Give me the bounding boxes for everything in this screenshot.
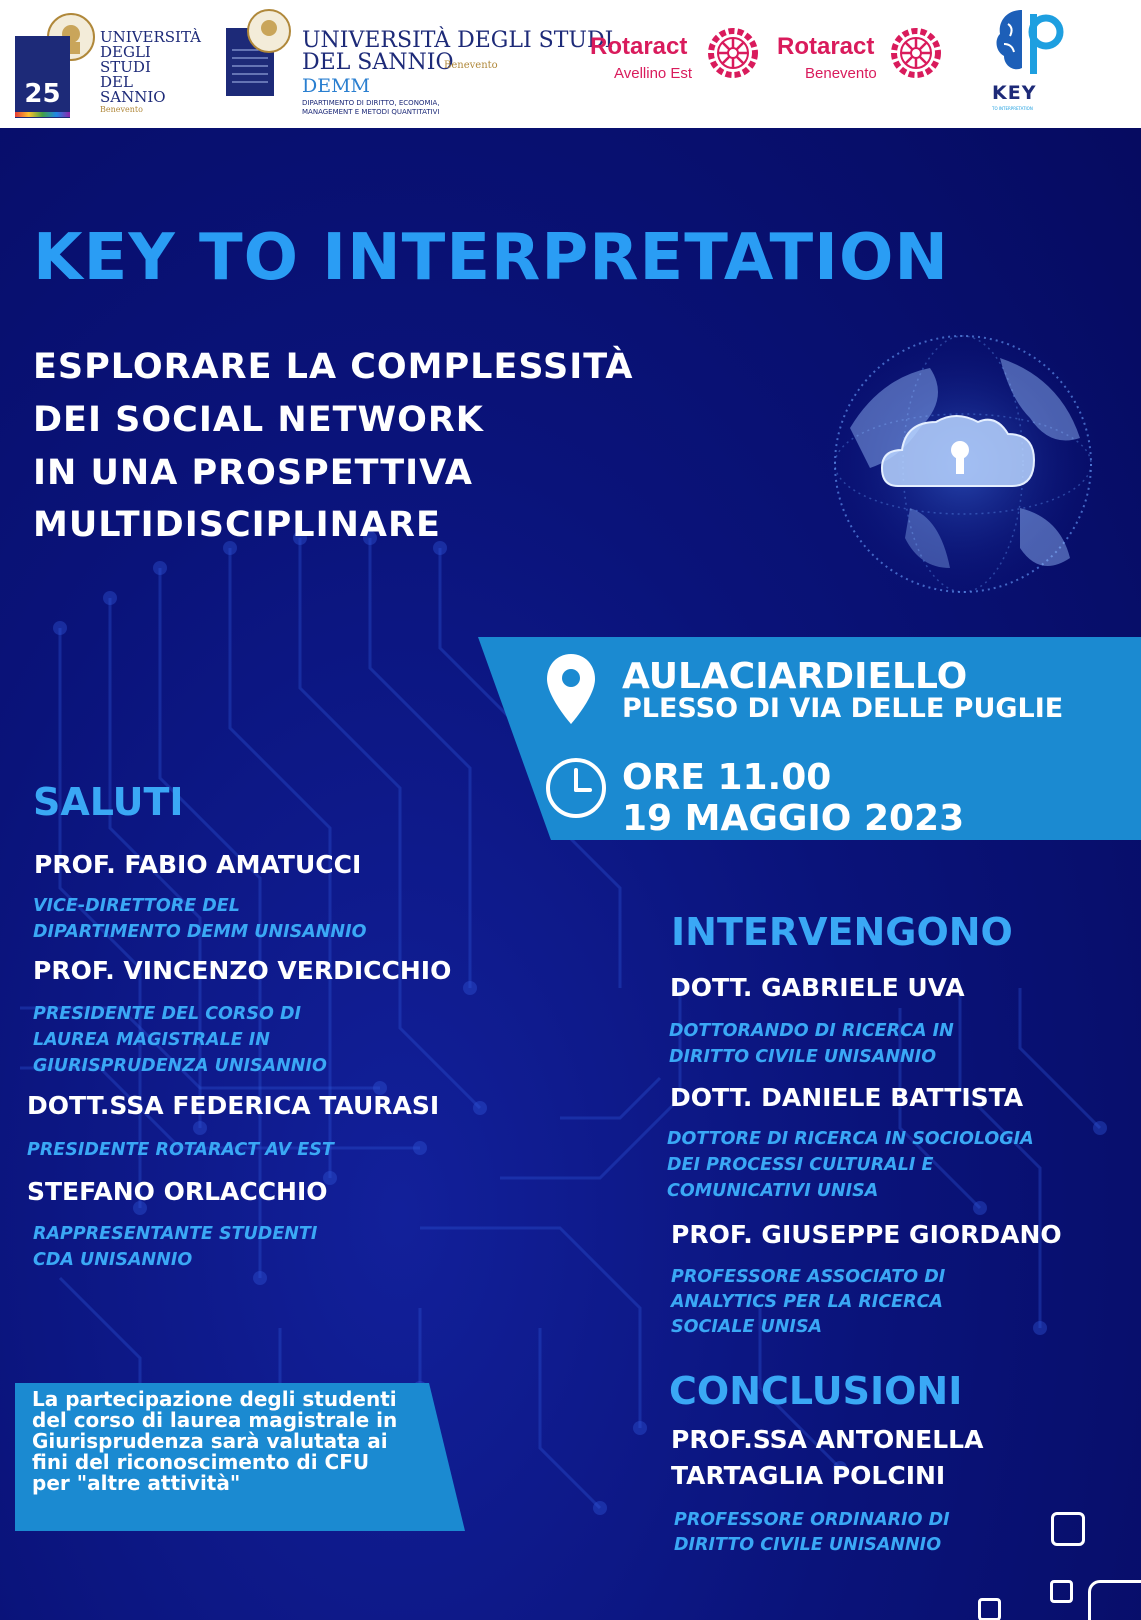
speaker-role-line: CDA UNISANNIO bbox=[33, 1250, 193, 1270]
speaker-role-line: LAUREA MAGISTRALE IN bbox=[33, 1030, 270, 1050]
speaker-role-line: DOTTORANDO DI RICERCA IN bbox=[669, 1021, 954, 1041]
saluti-heading: SALUTI bbox=[33, 780, 184, 824]
rotaract-name: Rotaract bbox=[590, 33, 688, 60]
speaker-role-line: PROFESSORE ASSOCIATO DI bbox=[671, 1267, 946, 1287]
note-line: del corso di laurea magistrale in bbox=[32, 1408, 398, 1432]
rotaract-city: Benevento bbox=[805, 65, 877, 82]
speaker-name: DOTT. GABRIELE UVA bbox=[670, 973, 965, 1002]
event-date: 19 MAGGIO 2023 bbox=[622, 798, 965, 839]
speaker-role-line: PRESIDENTE ROTARACT AV EST bbox=[27, 1140, 334, 1160]
rotaract-benevento-logo bbox=[777, 24, 947, 86]
unisannio-name-line: DEL bbox=[100, 73, 133, 91]
rotaract-avellino-logo bbox=[590, 24, 760, 86]
speaker-name: PROF. FABIO AMATUCCI bbox=[34, 850, 362, 879]
rotaract-city: Avellino Est bbox=[614, 65, 693, 82]
rainbow-stripe bbox=[15, 112, 70, 117]
speaker-role-line: DOTTORE DI RICERCA IN SOCIOLOGIA bbox=[667, 1129, 1034, 1149]
unisannio-name-line: DEGLI STUDI bbox=[100, 43, 151, 76]
speaker-name: DOTT. DANIELE BATTISTA bbox=[670, 1083, 1024, 1112]
note-line: per "altre attività" bbox=[32, 1471, 241, 1495]
key-subtext: TO INTERPRETATION bbox=[992, 106, 1033, 111]
subtitle-line: ESPLORARE LA COMPLESSITÀ bbox=[33, 347, 634, 387]
speaker-name-line: PROF.SSA ANTONELLA bbox=[671, 1425, 984, 1454]
key-to-interpretation-logo bbox=[988, 4, 1078, 122]
speaker-name: DOTT.SSA FEDERICA TAURASI bbox=[27, 1091, 440, 1120]
event-title: KEY TO INTERPRETATION bbox=[33, 221, 949, 295]
subtitle-line: MULTIDISCIPLINARE bbox=[33, 505, 441, 545]
unisannio-wordmark bbox=[100, 30, 201, 114]
speaker-name: STEFANO ORLACCHIO bbox=[27, 1177, 328, 1206]
intervengono-heading: INTERVENGONO bbox=[671, 910, 1013, 954]
subtitle-line: DEI SOCIAL NETWORK bbox=[33, 400, 484, 440]
clock-icon bbox=[544, 756, 608, 820]
globe-cloud-lock-icon bbox=[820, 318, 1106, 610]
key-text: KEY bbox=[992, 82, 1037, 104]
anniversary-badge bbox=[15, 36, 70, 118]
demm-title-line: UNIVERSITÀ DEGLI STUDI bbox=[302, 28, 614, 53]
unisannio-logo bbox=[15, 12, 200, 112]
speaker-role-line: GIURISPRUDENZA UNISANNIO bbox=[33, 1056, 327, 1076]
speaker-name: PROF. VINCENZO VERDICCHIO bbox=[33, 956, 452, 985]
event-time: ORE 11.00 bbox=[622, 757, 832, 798]
demm-logo bbox=[226, 8, 614, 120]
brain-key-icon bbox=[992, 4, 1072, 84]
subtitle-line: IN UNA PROSPETTIVA bbox=[33, 453, 473, 493]
speaker-name-line: TARTAGLIA POLCINI bbox=[671, 1461, 946, 1490]
cfu-note-text bbox=[32, 1389, 397, 1494]
decorative-square bbox=[1050, 1580, 1073, 1603]
rotary-wheel-icon bbox=[889, 26, 943, 80]
decorative-square bbox=[1051, 1512, 1085, 1546]
venue-address: PLESSO DI VIA DELLE PUGLIE bbox=[622, 693, 1064, 724]
speaker-role-line: PRESIDENTE DEL CORSO DI bbox=[33, 1004, 302, 1024]
unisannio-name-line: UNIVERSITÀ bbox=[100, 28, 201, 46]
decorative-square bbox=[1088, 1580, 1141, 1620]
rotaract-name: Rotaract bbox=[777, 33, 875, 60]
conclusioni-heading: CONCLUSIONI bbox=[669, 1369, 963, 1413]
speaker-role-line: RAPPRESENTANTE STUDENTI bbox=[33, 1224, 318, 1244]
venue-location: AULACIARDIELLO bbox=[622, 656, 968, 697]
map-pin-icon bbox=[545, 652, 597, 726]
speaker-role-line: SOCIALE UNISA bbox=[671, 1317, 823, 1337]
demm-seal-icon bbox=[244, 8, 294, 54]
speaker-role-line: PROFESSORE ORDINARIO DI bbox=[674, 1510, 950, 1530]
demm-department-line: MANAGEMENT E METODI QUANTITATIVI bbox=[302, 108, 440, 116]
speaker-role-line: DIRITTO CIVILE UNISANNIO bbox=[669, 1047, 937, 1067]
rotary-wheel-icon bbox=[706, 26, 760, 80]
note-line: Giurisprudenza sarà valutata ai bbox=[32, 1429, 388, 1453]
note-line: fini del riconoscimento di CFU bbox=[32, 1450, 370, 1474]
decorative-square bbox=[978, 1598, 1001, 1620]
anniversary-number: 25 bbox=[24, 79, 61, 109]
speaker-role-line: COMUNICATIVI UNISA bbox=[667, 1181, 879, 1201]
demm-title-line: DEL SANNIO bbox=[302, 50, 454, 75]
unisannio-name-line: SANNIO bbox=[100, 88, 166, 106]
demm-department-line: DIPARTIMENTO DI DIRITTO, ECONOMIA, bbox=[302, 99, 440, 107]
note-line: La partecipazione degli studenti bbox=[32, 1387, 397, 1411]
unisannio-city: Benevento bbox=[100, 105, 143, 114]
speaker-role-line: ANALYTICS PER LA RICERCA bbox=[671, 1292, 943, 1312]
speaker-role-line: DEI PROCESSI CULTURALI E bbox=[667, 1155, 934, 1175]
speaker-role-line: DIRITTO CIVILE UNISANNIO bbox=[674, 1535, 942, 1555]
speaker-name: PROF. GIUSEPPE GIORDANO bbox=[671, 1220, 1062, 1249]
logo-bar bbox=[0, 0, 1141, 128]
demm-acronym: DEMM bbox=[302, 75, 371, 97]
speaker-role-line: VICE-DIRETTORE DEL bbox=[33, 896, 240, 916]
demm-city: Benevento bbox=[444, 60, 498, 71]
speaker-role-line: DIPARTIMENTO DEMM UNISANNIO bbox=[33, 922, 367, 942]
